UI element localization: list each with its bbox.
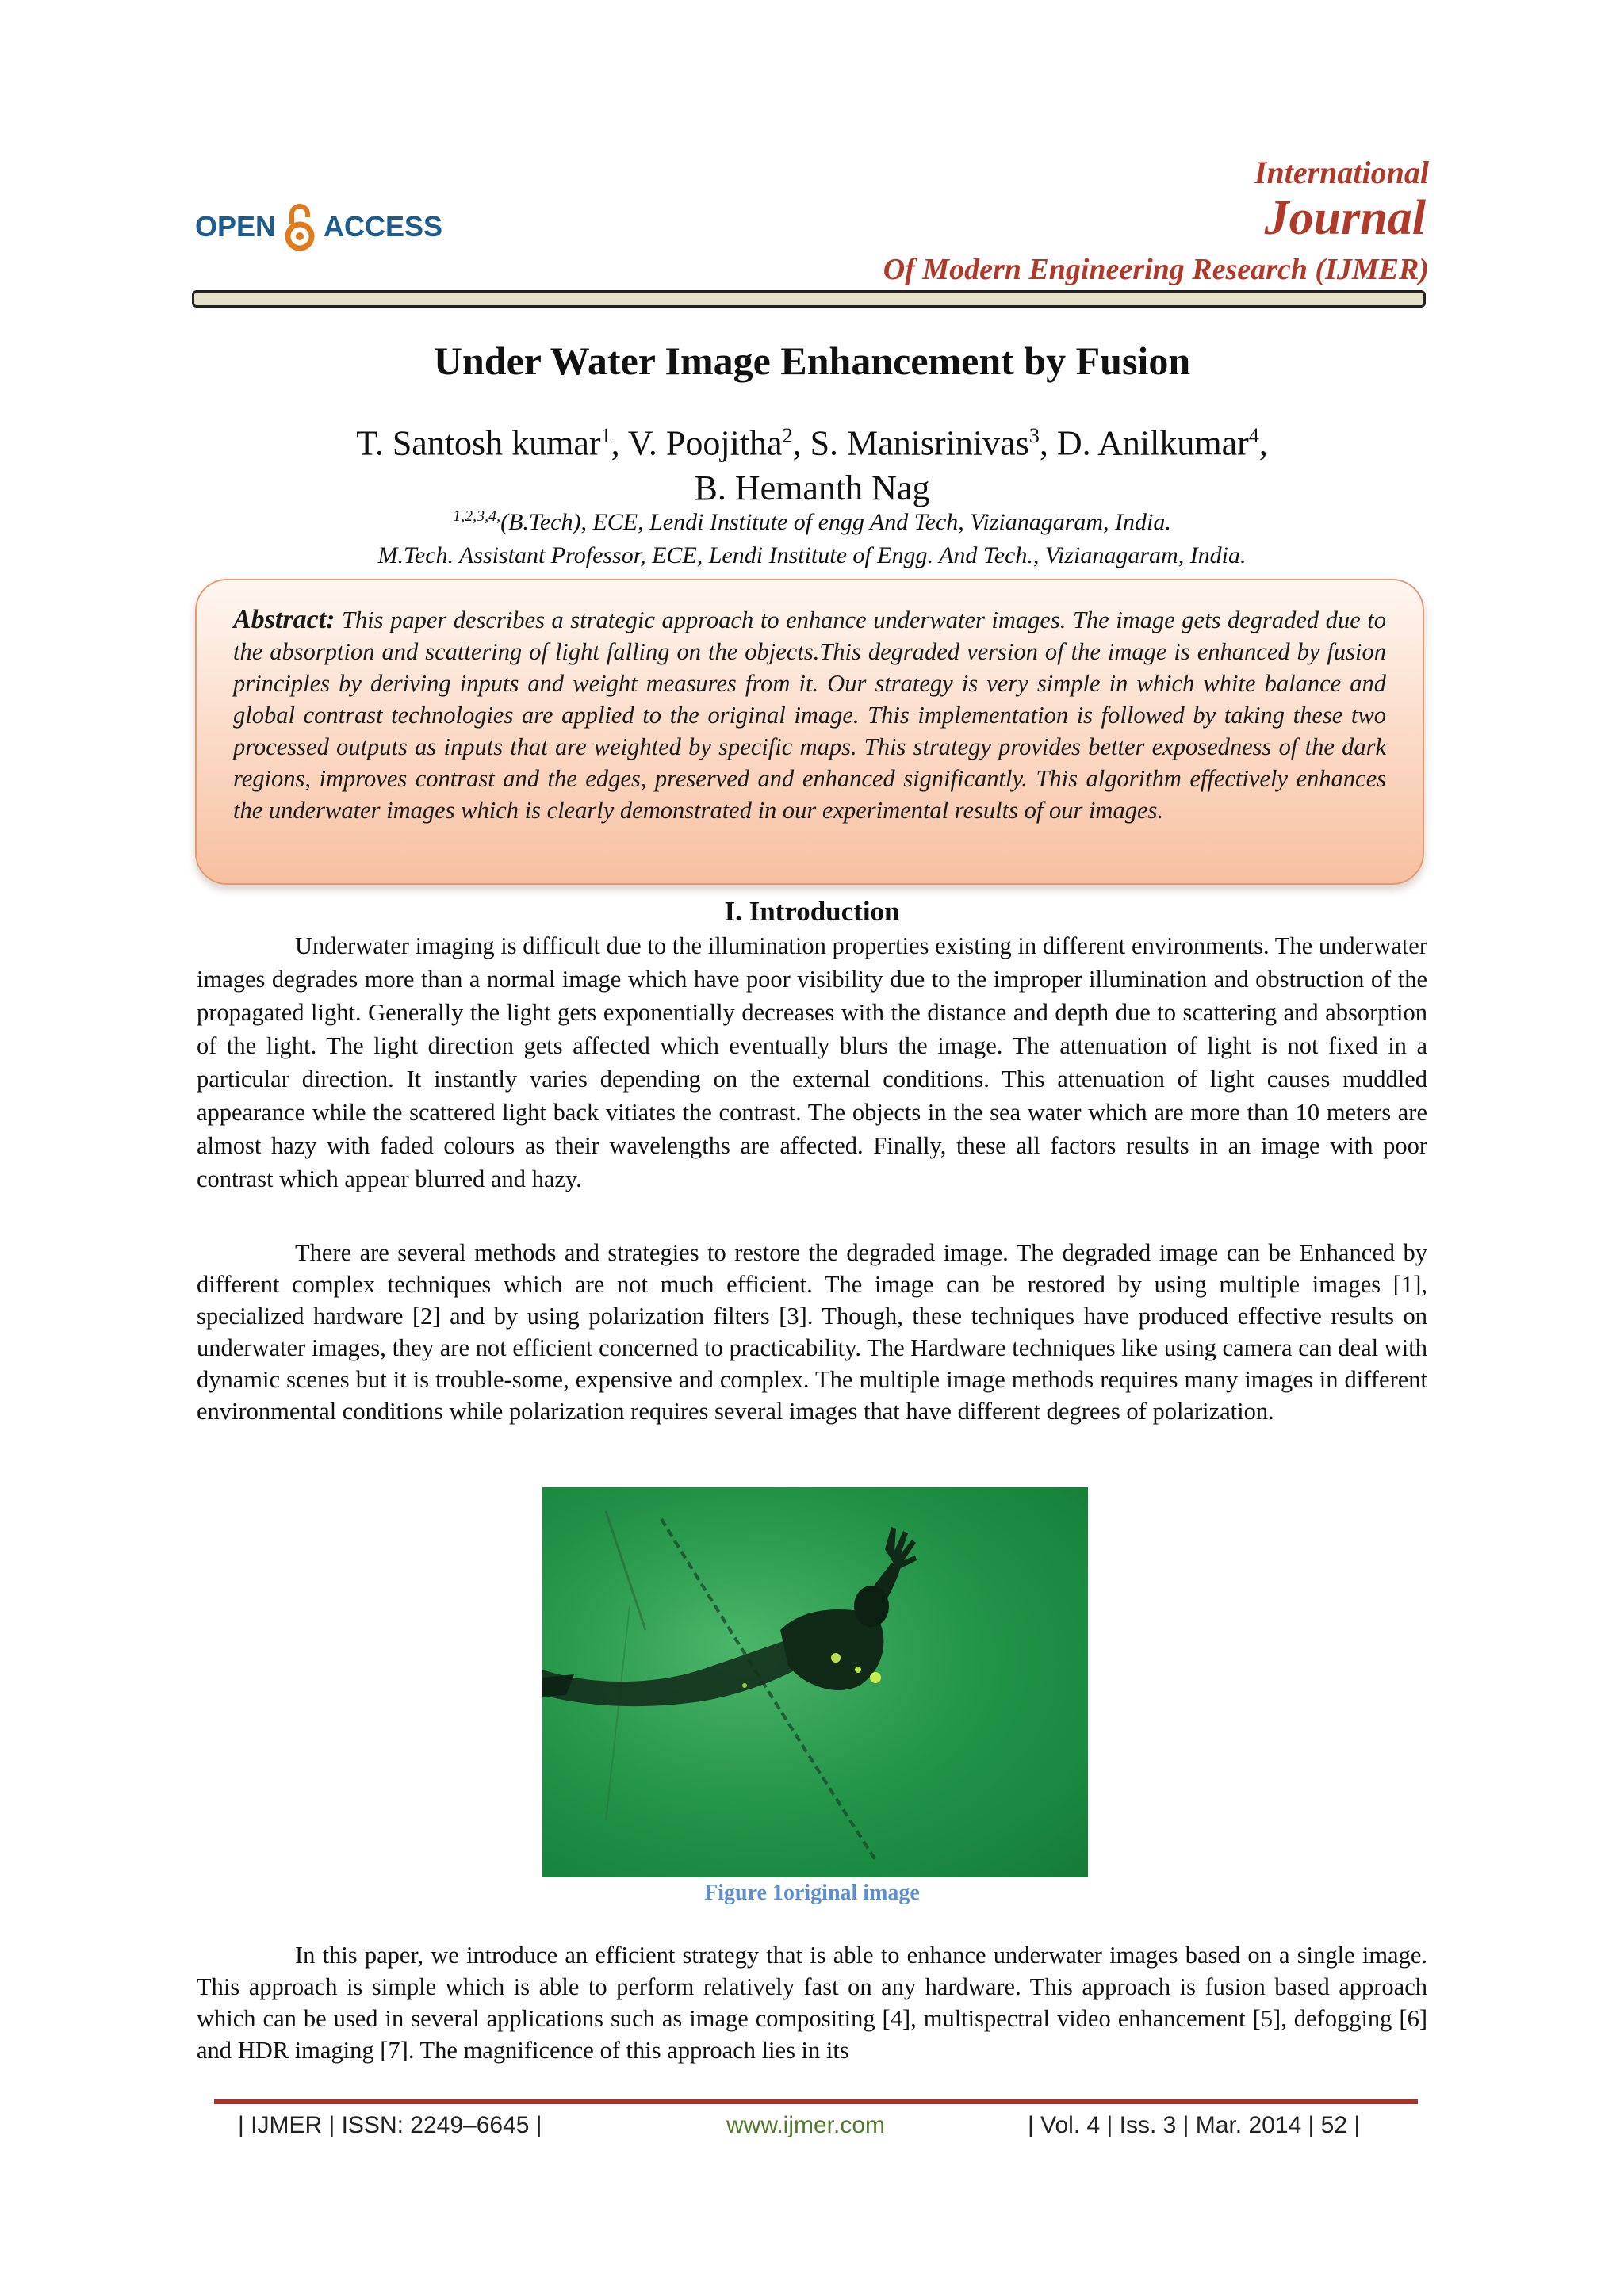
journal-name-line1: International <box>1254 155 1429 190</box>
diver-illustration <box>542 1487 1088 1877</box>
abstract-label: Abstract: <box>233 605 335 634</box>
paragraph: Underwater imaging is difficult due to the illumination properties existing in different environments. The underwater images degrades more than a normal image which have poor visibility due to the improper illumination and obstruction of the propagated light. Generally the light gets exponentially decreases with the distance and depth due to scattering and absorption of the light. The light direction gets affected which eventually blurs the image. The attenuation of light is not fixed in a particular direction. It instantly varies depending on the external conditions. This attenuation of light causes muddled appearance while the scattered light back vitiates the contrast. The objects in the sea water which are more than 10 meters are almost hazy with faded colours as their wavelengths are affected. Finally, these all factors results in an image with poor contrast which appear blurred and hazy. <box>197 932 1427 1192</box>
affiliation-line-1 <box>0 499 1624 539</box>
figure-caption: Figure 1original image <box>704 1881 920 1905</box>
journal-name-line2: Journal <box>1264 191 1426 245</box>
author-name: S. Manisrinivas <box>810 423 1029 463</box>
paragraph: In this paper, we introduce an efficient strategy that is able to enhance underwater images based on a single image. This approach is simple which is able to perform relatively fast on any hardware. This approach is fusion based approach which can be used in several applications such as image compositing [4], multispectral video enhancement [5], defogging [6] and HDR imaging [7]. The magnificence of this approach lies in its <box>197 1942 1427 2064</box>
affiliation-text: (B.Tech), ECE, Lendi Institute of engg And Tech, Vizianagaram, India. <box>500 509 1171 535</box>
footer-volume-page: | Vol. 4 | Iss. 3 | Mar. 2014 | 52 | <box>1028 2112 1361 2138</box>
section-heading-introduction: I. Introduction <box>724 896 900 927</box>
open-lock-icon <box>284 203 316 251</box>
author-sup: 3 <box>1028 424 1040 447</box>
paper-title: Under Water Image Enhancement by Fusion <box>433 339 1191 383</box>
header-divider-bar <box>192 290 1426 308</box>
paragraph: There are several methods and strategies to restore the degraded image. The degraded image can be Enhanced by different complex techniques which are not much efficient. The image can be restored by using multiple images [1], specialized hardware [2] and by using polarization filters [3]. Though, these techniques have produced effective results on underwater images, they are not efficient concerned to practicability. The Hardware techniques like using camera can deal with dynamic scenes but it is trouble-some, expensive and complex. The multiple image methods requires many images in different environmental conditions while polarization requires several images that have different degrees of polarization. <box>197 1239 1427 1425</box>
author-name: D. Anilkumar <box>1056 423 1249 463</box>
journal-name-line3: Of Modern Engineering Research (IJMER) <box>883 253 1429 286</box>
footer-website-link[interactable]: www.ijmer.com <box>726 2112 886 2138</box>
figure-underwater-diver-image <box>542 1487 1088 1877</box>
abstract-body <box>233 604 1386 826</box>
abstract-box <box>195 579 1424 885</box>
open-access-logo <box>195 195 442 258</box>
footer-issn: | IJMER | ISSN: 2249–6645 | <box>238 2112 542 2138</box>
logo-open-text: OPEN <box>195 210 277 243</box>
abstract-text: This paper describes a strategic approach to enhance underwater images. The image gets degraded due to the absorption and scattering of light falling on the objects.This degraded version of the image is enhanced by fusion principles by deriving inputs and weight measures from it. Our strategy is very simple in which white balance and global contrast technologies are applied to the original image. This implementation is followed by taking these two processed outputs as inputs that are weighted by specific maps. This strategy provides better exposedness of the dark regions, improves contrast and the edges, preserved and enhanced significantly. This algorithm effectively enhances the underwater images which is clearly demonstrated in our experimental results of our images. <box>233 607 1386 824</box>
author-line-1: T. Santosh kumar$^1$, V. Poojitha$^2$, S. Manisrinivas$^3$, D. Anilkumar$^4$, <box>356 423 1268 463</box>
author-name: T. Santosh kumar <box>356 423 601 463</box>
footer-divider-bar <box>214 2099 1418 2104</box>
affiliation-sup: 1,2,3,4, <box>453 507 501 525</box>
author-line-2: B. Hemanth Nag <box>694 468 930 507</box>
author-name: V. Poojitha <box>627 423 783 463</box>
author-sup: 1 <box>600 424 611 447</box>
author-sup: 4 <box>1248 424 1259 447</box>
author-sup: 2 <box>782 424 793 447</box>
logo-access-text: ACCESS <box>324 210 443 243</box>
author-list <box>0 414 1624 511</box>
affiliations <box>0 499 1624 572</box>
affiliation-line-2: M.Tech. Assistant Professor, ECE, Lendi Institute of Engg. And Tech., Vizianagaram, India. <box>377 542 1247 568</box>
